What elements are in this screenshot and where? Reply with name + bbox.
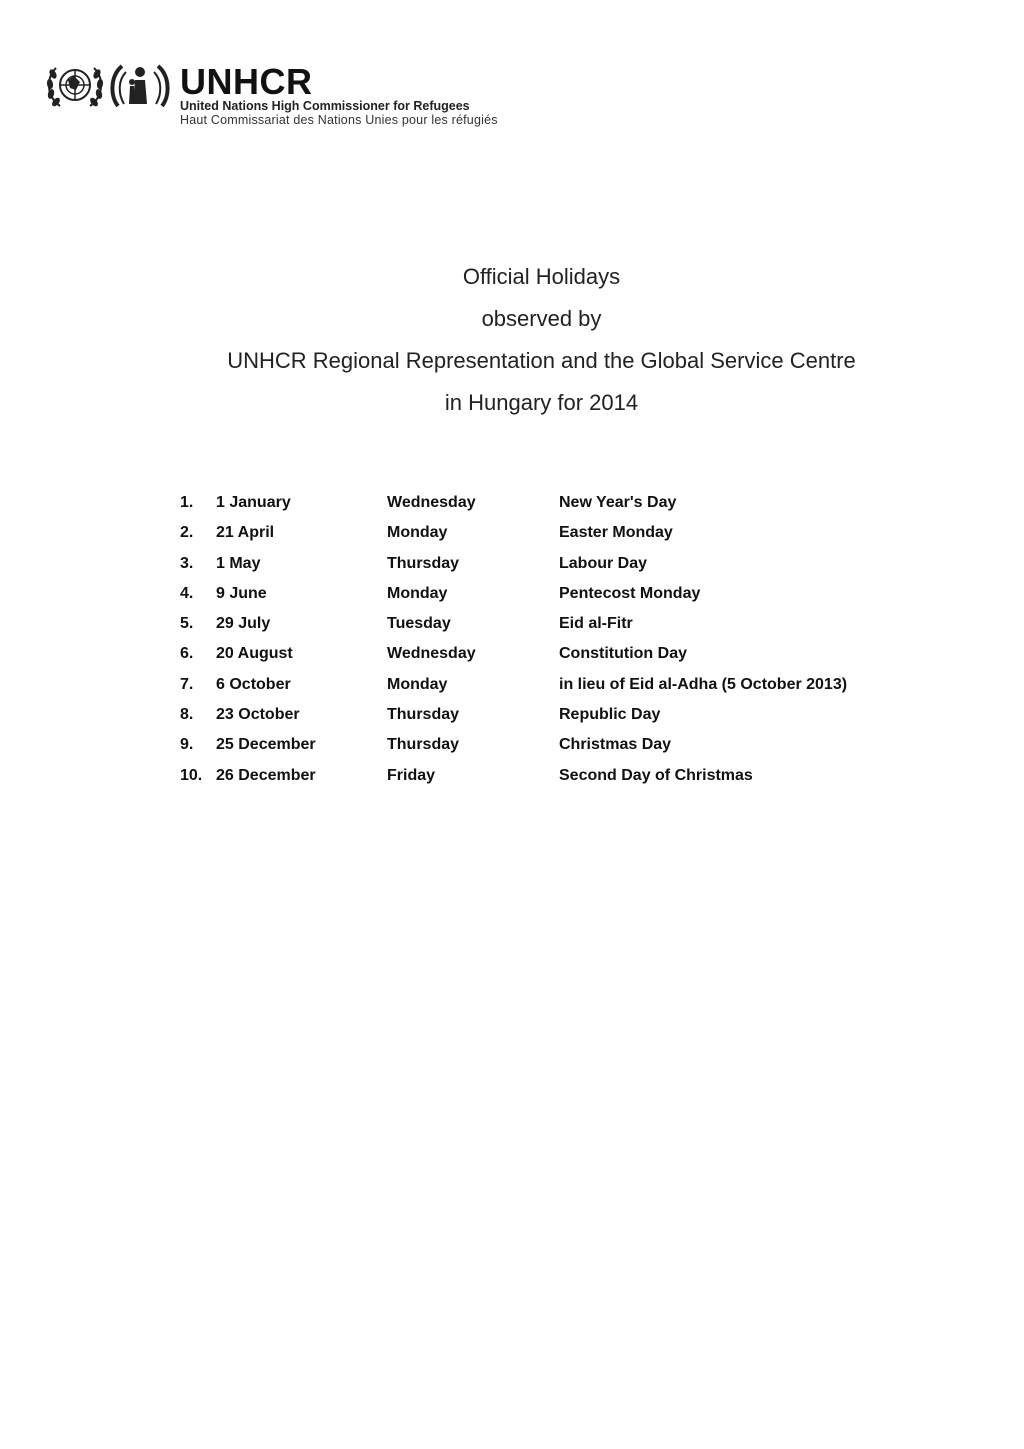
holiday-weekday: Thursday	[387, 736, 460, 754]
holiday-name: New Year's Day	[559, 494, 677, 511]
holiday-weekday: Thursday	[387, 706, 460, 724]
holiday-number: 3.	[180, 554, 194, 572]
title-line-1: Official Holidays	[462, 264, 621, 289]
holiday-row	[180, 733, 900, 763]
holiday-date: 25 December	[216, 736, 316, 754]
holiday-weekday: Wednesday	[387, 645, 476, 663]
holiday-row	[180, 612, 900, 642]
title-line-2: observed by	[481, 306, 602, 331]
logo-tagline-fr: Haut Commissariat des Nations Unies pour les réfugiés	[180, 113, 498, 127]
holiday-name: Labour Day	[559, 554, 648, 572]
holiday-number: 9.	[180, 736, 194, 754]
holiday-date: 1 January	[216, 494, 291, 511]
holiday-weekday: Monday	[387, 524, 448, 542]
holiday-row	[180, 582, 900, 612]
holiday-weekday: Friday	[387, 766, 436, 784]
logo-tagline-en: United Nations High Commissioner for Refugees	[180, 99, 470, 113]
holiday-name: Christmas Day	[559, 736, 672, 754]
holiday-number: 1.	[180, 494, 194, 511]
holiday-number: 7.	[180, 675, 194, 693]
holiday-row	[180, 673, 900, 703]
holiday-date: 6 October	[216, 675, 291, 693]
holiday-number: 6.	[180, 645, 194, 663]
holiday-name: Easter Monday	[559, 524, 673, 542]
holiday-date: 20 August	[216, 645, 293, 663]
holiday-name: Pentecost Monday	[559, 584, 701, 602]
unhcr-logo	[44, 60, 504, 130]
holiday-weekday: Monday	[387, 584, 448, 602]
holiday-weekday: Tuesday	[387, 615, 451, 633]
holiday-date: 1 May	[216, 554, 261, 572]
holiday-date: 26 December	[216, 766, 316, 784]
document-title	[0, 256, 1024, 424]
holiday-row	[180, 521, 900, 551]
holiday-weekday: Monday	[387, 675, 448, 693]
un-emblem-icon	[44, 60, 106, 112]
holiday-number: 8.	[180, 706, 194, 724]
holiday-row	[180, 491, 900, 521]
holiday-number: 2.	[180, 524, 194, 542]
holiday-name: Republic Day	[559, 706, 661, 724]
holiday-list	[180, 491, 900, 794]
holiday-number: 10.	[180, 766, 203, 784]
holiday-date: 21 April	[216, 524, 275, 542]
holiday-weekday: Thursday	[387, 554, 460, 572]
title-line-3: UNHCR Regional Representation and the Global Service Centre	[227, 348, 856, 373]
holiday-number: 5.	[180, 615, 194, 633]
holiday-date: 23 October	[216, 706, 300, 724]
title-line-4: in Hungary for 2014	[444, 390, 639, 415]
holiday-name: Constitution Day	[559, 645, 687, 663]
holiday-date: 29 July	[216, 615, 271, 633]
holiday-name: in lieu of Eid al-Adha (5 October 2013)	[559, 675, 848, 693]
holiday-date: 9 June	[216, 584, 267, 602]
holiday-number: 4.	[180, 584, 194, 602]
unhcr-hands-icon	[108, 60, 172, 112]
holiday-name: Second Day of Christmas	[559, 766, 753, 784]
holiday-row	[180, 703, 900, 733]
holiday-row	[180, 642, 900, 672]
holiday-row	[180, 552, 900, 582]
logo-wordmark: UNHCR	[180, 61, 313, 102]
holiday-weekday: Wednesday	[387, 494, 476, 511]
holiday-row	[180, 764, 900, 794]
holiday-name: Eid al-Fitr	[559, 615, 633, 633]
